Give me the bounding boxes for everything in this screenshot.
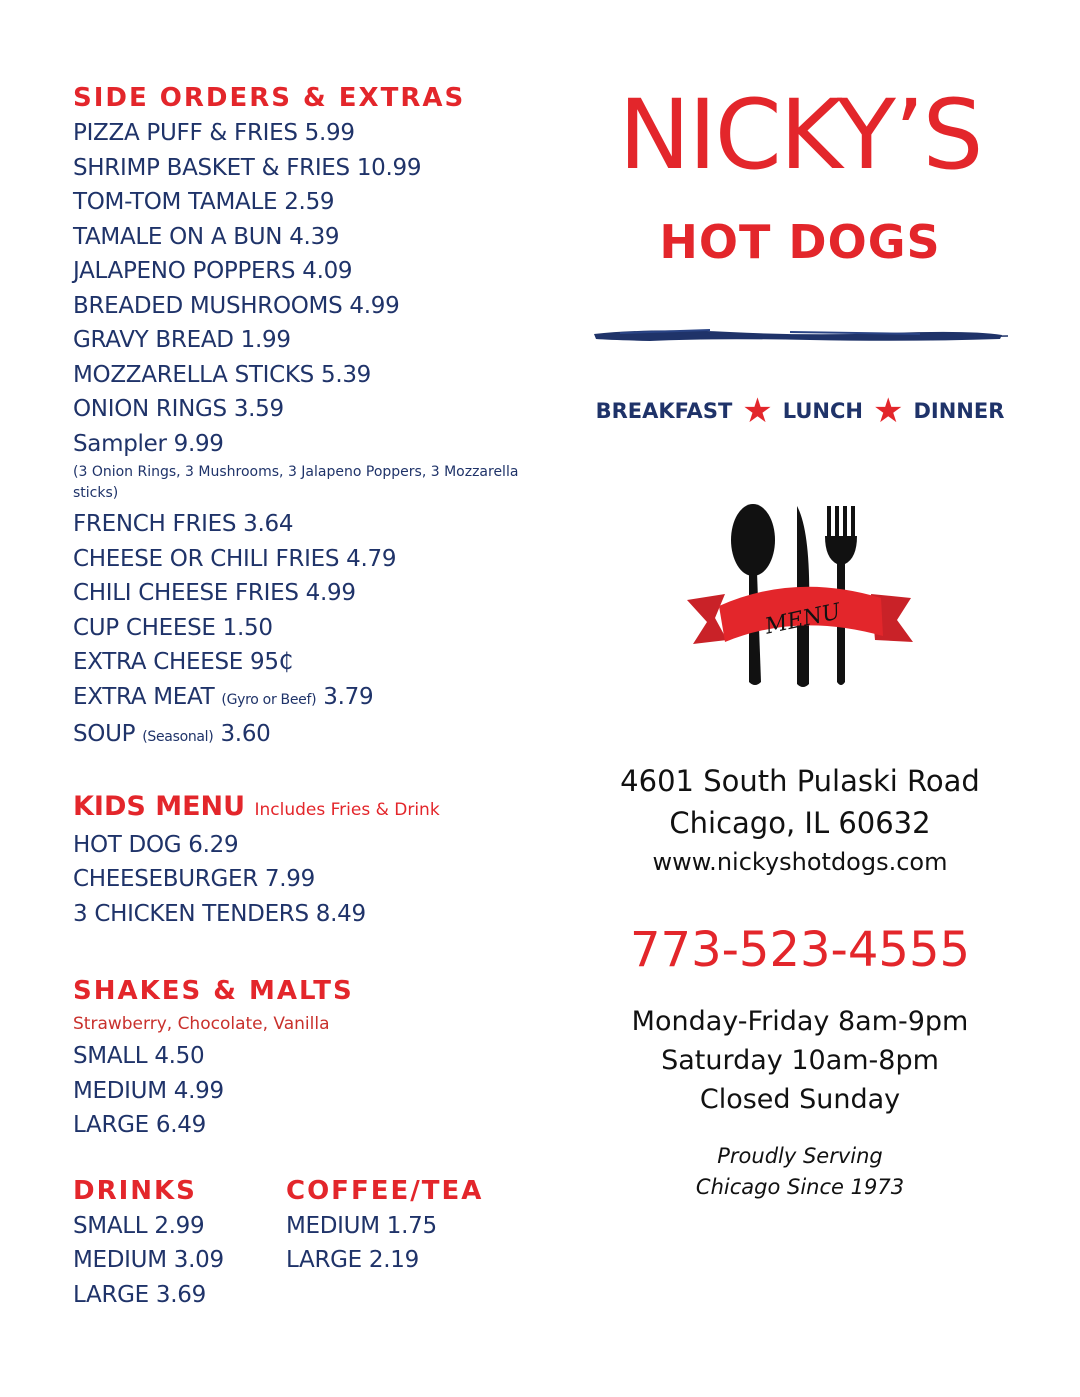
menu-item: SHRIMP BASKET & FRIES 10.99 [73,154,422,181]
menu-item: TAMALE ON A BUN 4.39 [73,223,340,250]
hours-line: Closed Sunday [699,1084,901,1115]
menu-item: CUP CHEESE 1.50 [73,614,273,641]
menu-item: MEDIUM 4.99 [73,1077,224,1104]
menu-item: CHEESEBURGER 7.99 [73,866,315,892]
kids-menu-subtitle: Includes Fries & Drink [254,799,440,820]
tagline-lunch: LUNCH [782,399,863,423]
hours-block [560,1002,1040,1119]
drinks-section [73,1173,286,1313]
brand-name: NICKY’S [618,79,982,191]
address-line-2: Chicago, IL 60632 [669,806,931,840]
slogan-block [560,1141,1040,1203]
address-block [560,760,1040,880]
menu-item: LARGE 6.49 [73,1112,206,1138]
slogan-line: Chicago Since 1973 [695,1175,905,1199]
menu-item-soup [73,717,543,755]
item-price: 3.79 [323,683,374,710]
menu-item: SMALL 4.50 [73,1043,205,1069]
menu-item: PIZZA PUFF & FRIES 5.99 [73,120,355,146]
menu-item: MEDIUM 3.09 [73,1247,224,1273]
item-name: EXTRA MEAT [73,683,215,710]
menu-item: GRAVY BREAD 1.99 [73,327,291,353]
drinks-row [73,1173,543,1313]
shakes-title: SHAKES & MALTS [73,976,354,1006]
menu-item-extra-meat [73,680,543,718]
brand-subtitle: HOT DOGS [659,215,941,269]
side-orders-list [73,116,543,755]
meal-tagline [560,391,1040,431]
menu-item: CHILI CHEESE FRIES 4.99 [73,580,356,606]
coffee-tea-title: COFFEE/TEA [286,1175,484,1206]
hours-line: Saturday 10am-8pm [661,1045,939,1076]
menu-item: FRENCH FRIES 3.64 [73,511,294,537]
menu-item: TOM-TOM TAMALE 2.59 [73,189,335,215]
menu-column [73,80,543,1312]
sampler-note: (3 Onion Rings, 3 Mushrooms, 3 Jalapeno Poppers, 3 Mozzarella sticks) [73,464,519,501]
menu-item: CHEESE OR CHILI FRIES 4.79 [73,545,397,572]
menu-item: EXTRA CHEESE 95₵ [73,649,293,675]
menu-item: SMALL 2.99 [73,1212,205,1239]
shake-flavors: Strawberry, Chocolate, Vanilla [73,1014,330,1034]
item-note: (Gyro or Beef) [221,691,317,708]
phone-number[interactable]: 773-523-4555 [629,922,971,978]
menu-item: MEDIUM 1.75 [286,1212,437,1239]
menu-item: BREADED MUSHROOMS 4.99 [73,292,400,319]
side-orders-title: SIDE ORDERS & EXTRAS [73,83,466,113]
star-icon: ★ [742,391,773,431]
menu-item: LARGE 2.19 [286,1247,419,1273]
utensils-menu-logo [685,502,915,702]
item-name: SOUP [73,721,136,747]
website-link[interactable]: www.nickyshotdogs.com [652,848,948,876]
tagline-breakfast: BREAKFAST [595,399,733,423]
ribbon-text: MENU [762,599,843,640]
brush-stroke-divider [590,324,1010,348]
slogan-line: Proudly Serving [717,1144,883,1168]
kids-menu-title: KIDS MENU [73,790,246,822]
hours-line: Monday-Friday 8am-9pm [631,1006,969,1037]
menu-item: Sampler 9.99 [73,430,224,457]
address-line-1: 4601 South Pulaski Road [620,764,980,798]
star-icon: ★ [873,391,904,431]
item-price: 3.60 [220,721,271,747]
menu-item: LARGE 3.69 [73,1281,206,1308]
info-column [560,80,1040,1203]
menu-item: JALAPENO POPPERS 4.09 [73,258,353,284]
menu-item: HOT DOG 6.29 [73,831,239,858]
menu-item: MOZZARELLA STICKS 5.39 [73,361,372,388]
drinks-title: DRINKS [73,1175,197,1206]
coffee-tea-section [286,1173,483,1313]
kids-menu-heading [73,789,543,828]
menu-item: 3 CHICKEN TENDERS 8.49 [73,900,366,927]
tagline-dinner: DINNER [913,399,1005,423]
menu-item: ONION RINGS 3.59 [73,396,284,422]
item-note: (Seasonal) [142,729,214,745]
